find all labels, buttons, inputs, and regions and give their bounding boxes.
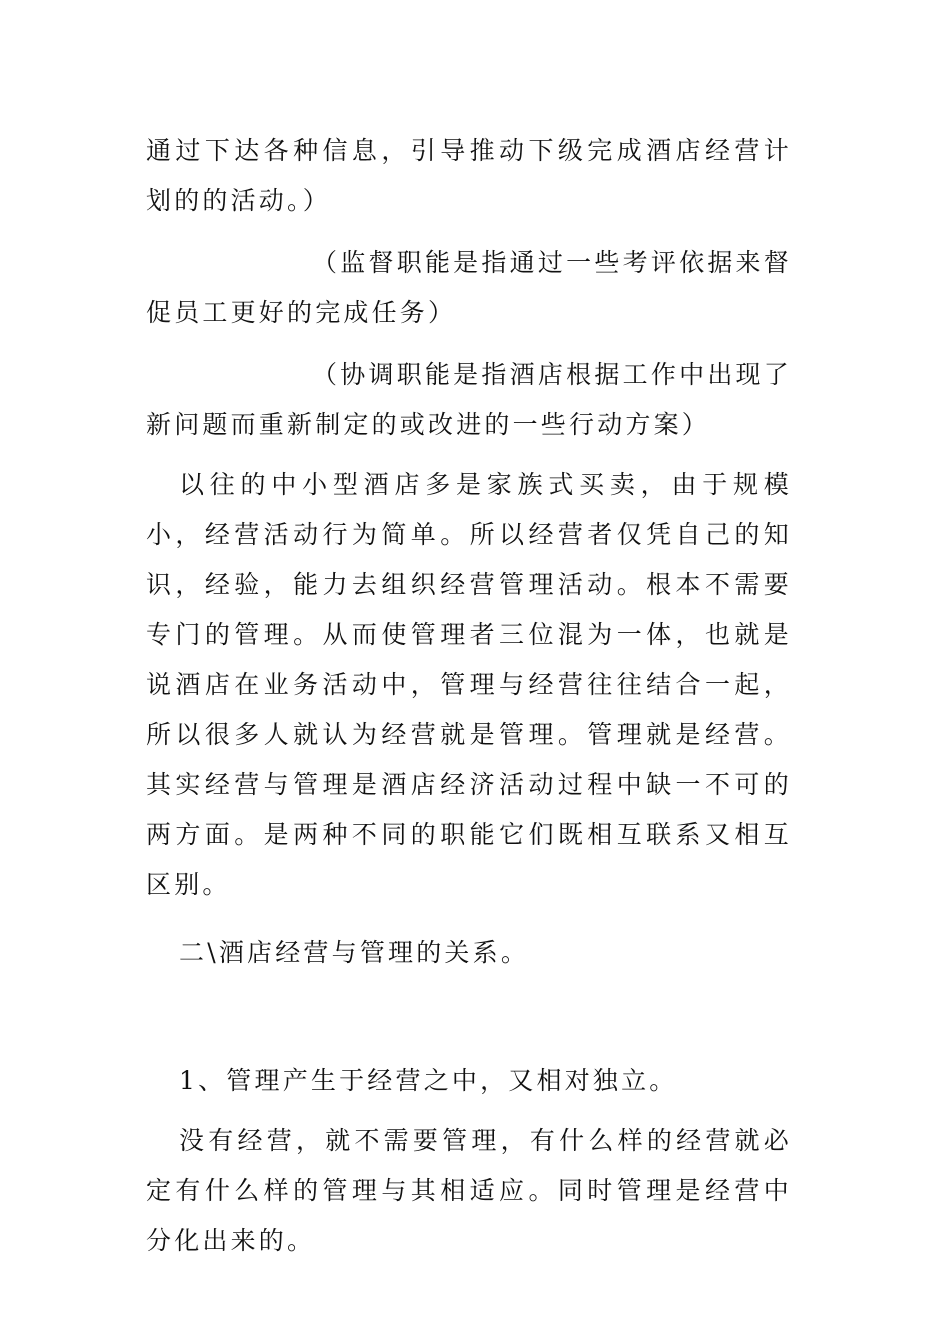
section-heading-relationship: 二\酒店经营与管理的关系。: [179, 938, 530, 967]
paragraph-supervision-function: （监督职能是指通过一些考评依据来督促员工更好的完成任务）: [146, 248, 792, 327]
paragraph-management-from-operation: 没有经营，就不需要管理，有什么样的经营就必定有什么样的管理与其相适应。同时管理是经营中分化出来的。: [146, 1126, 792, 1255]
paragraph-coordination-function: （协调职能是指酒店根据工作中出现了新问题而重新制定的或改进的一些行动方案）: [146, 360, 792, 439]
subsection-heading-management-origin: 1、管理产生于经营之中，又相对独立。: [179, 1066, 678, 1095]
paragraph-small-hotels: 以往的中小型酒店多是家族式买卖，由于规模小，经营活动行为简单。所以经营者仅凭自己的知识，经验，能力去组织经营管理活动。根本不需要专门的管理。从而使管理者三位混为一体，也就是说酒店在业务活动中，管理与经营往往结合一起，所以很多人就认为经营就是管理。管理就是经营。其实经营与管理是酒店经济活动过程中缺一不可的两方面。是两种不同的职能它们既相互联系又相互区别。: [146, 470, 792, 899]
paragraph-information-activity: 通过下达各种信息，引导推动下级完成酒店经营计划的的活动。）: [146, 136, 792, 215]
